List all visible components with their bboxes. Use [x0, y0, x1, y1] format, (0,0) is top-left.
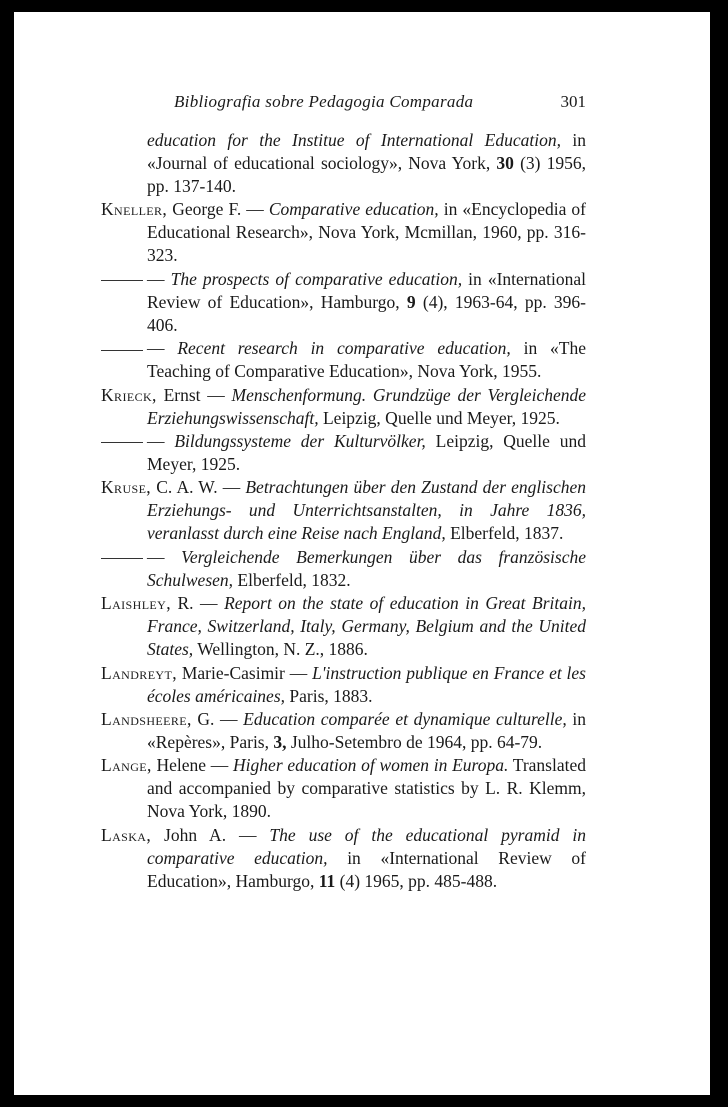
bibliography-entry: Kruse, C. A. W. — Betrachtungen über den Zustand der englischen Erziehungs- und Unterrichtsanstalten, in Jahre 1836, veranlasst durch eine Reise nach England, Elberfeld, 1837. — [101, 477, 586, 544]
author-surname: Kruse, — [101, 477, 152, 498]
author-surname: Laska, — [101, 824, 152, 845]
book-page — [14, 12, 710, 1095]
author-surname: Laishley, — [101, 593, 171, 614]
author-surname: Landsheere, — [101, 708, 192, 729]
ditto-rule — [101, 280, 143, 281]
bibliography-entry: Landsheere, G. — Education comparée et dynamique culturelle, in «Repères», Paris, 3, Julho-Setembro de 1964, pp. 64-79. — [101, 708, 586, 752]
running-header — [174, 92, 586, 112]
ditto-rule — [101, 350, 143, 351]
bibliography-entry: — The prospects of comparative education, in «International Review of Education», Hamburgo, 9 (4), 1963-64, pp. 396-406. — [101, 268, 586, 337]
ditto-rule — [101, 442, 143, 443]
bibliography-entry: Krieck, Ernst — Menschenformung. Grundzüge der Vergleichende Erziehungswissenschaft, Leipzig, Quelle und Meyer, 1925. — [101, 384, 586, 428]
ditto-rule — [101, 558, 143, 559]
running-title: Bibliografia sobre Pedagogia Comparada — [174, 92, 474, 111]
author-surname: Landreyt, — [101, 662, 177, 683]
author-surname: Krieck, — [101, 384, 157, 405]
bibliography-entry: Laishley, R. — Report on the state of education in Great Britain, France, Switzerland, Italy, Germany, Belgium and the United States, Wellington, N. Z., 1886. — [101, 593, 586, 660]
author-surname: Kneller, — [101, 199, 168, 220]
bibliography-entry: Kneller, George F. — Comparative education, in «Encyclopedia of Educational Research», Nova York, Mcmillan, 1960, pp. 316-323. — [101, 199, 586, 266]
bibliography-entry: education for the Institue of International Education, in «Journal of educational sociology», Nova York, 30 (3) 1956, pp. 137-140. — [147, 130, 586, 196]
bibliography-entry: — Bildungssysteme der Kulturvölker, Leipzig, Quelle und Meyer, 1925. — [101, 430, 586, 476]
bibliography-entry: — Recent research in comparative education, in «The Teaching of Comparative Education», Nova York, 1955. — [101, 337, 586, 383]
bibliography-entry: Laska, John A. — The use of the educational pyramid in comparative education, in «International Review of Education», Hamburgo, 11 (4) 1965, pp. 485-488. — [101, 824, 587, 891]
bibliography-entry: Lange, Helene — Higher education of women in Europa. Translated and accompanied by comparative statistics by L. R. Klemm, Nova York, 1890. — [101, 755, 586, 822]
author-surname: Lange, — [101, 755, 152, 776]
bibliography-list — [101, 129, 586, 893]
bibliography-entry: — Vergleichende Bemerkungen über das französische Schulwesen, Elberfeld, 1832. — [101, 546, 586, 592]
page-number: 301 — [560, 92, 586, 111]
bibliography-entry: Landreyt, Marie-Casimir — L'instruction publique en France et les écoles américaines, Paris, 1883. — [101, 662, 586, 706]
